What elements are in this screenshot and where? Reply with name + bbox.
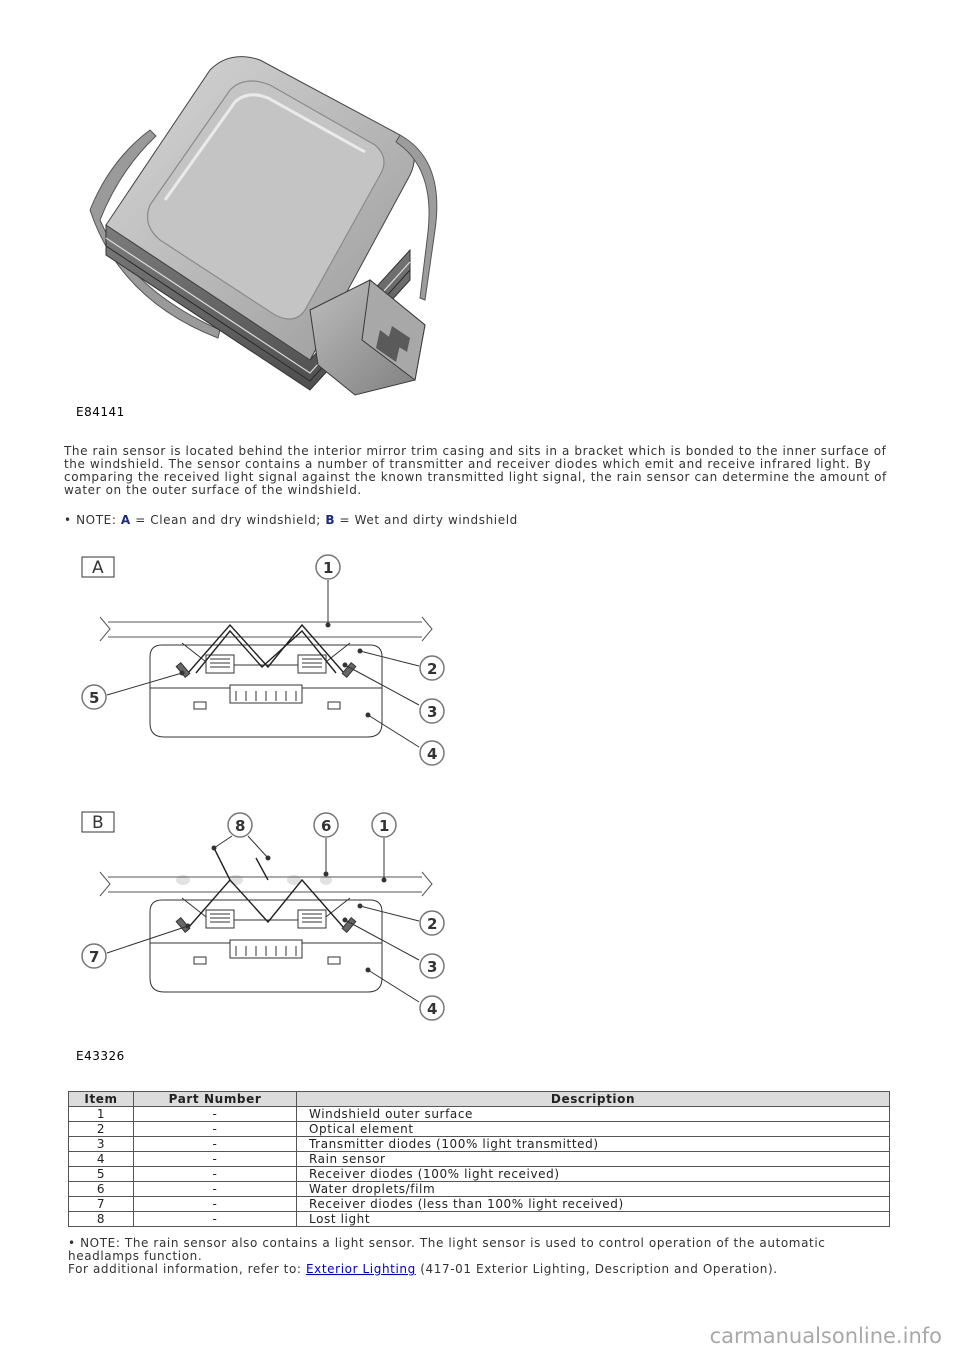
- key-b: B: [325, 513, 336, 527]
- panel-a: [82, 555, 444, 765]
- description-cell: Lost light: [297, 1212, 890, 1227]
- callout-b-3: 3: [427, 958, 438, 976]
- description-cell: Water droplets/film: [297, 1182, 890, 1197]
- note-a-b: [64, 514, 894, 527]
- header-part-number: Part Number: [134, 1092, 297, 1107]
- callout-a-5: 5: [89, 689, 100, 707]
- table-row: [69, 1107, 890, 1122]
- key-a: A: [120, 513, 131, 527]
- callout-a-3: 3: [427, 703, 438, 721]
- windshield-a: [108, 622, 422, 637]
- part-number-cell: -: [134, 1212, 297, 1227]
- description-paragraph: The rain sensor is located behind the interior mirror trim casing and sits in a bracket which is bonded to the inner surface of the windshield. The sensor contains a number of transmitter and receiver diodes which emit and receive infrared light. By comparing the received light signal against the known transmitted light signal, the rain sensor can determine the amount of water on the outer surface of the windshield.: [64, 444, 887, 497]
- note-prefix: • NOTE:: [64, 513, 121, 527]
- part-number-cell: -: [134, 1137, 297, 1152]
- table-row: [69, 1182, 890, 1197]
- parts-table: [68, 1091, 890, 1227]
- callout-b-7: 7: [89, 948, 100, 966]
- table-header-row: [69, 1092, 890, 1107]
- part-number-cell: -: [134, 1152, 297, 1167]
- item-cell: 7: [69, 1197, 134, 1212]
- callout-b-6: 6: [321, 817, 332, 835]
- figure-id: E43326: [76, 1049, 125, 1063]
- callout-b-8: 8: [235, 817, 246, 835]
- description-cell: Transmitter diodes (100% light transmitted): [297, 1137, 890, 1152]
- exterior-lighting-link[interactable]: Exterior Lighting: [305, 1262, 416, 1276]
- callout-b-4: 4: [427, 1000, 438, 1018]
- watermark: carmanualsonline.info: [709, 1324, 942, 1348]
- callout-a-4: 4: [427, 745, 438, 763]
- panel-b-label: B: [92, 813, 104, 833]
- description-cell: Windshield outer surface: [297, 1107, 890, 1122]
- table-row: [69, 1167, 890, 1182]
- header-item: Item: [69, 1092, 134, 1107]
- part-number-cell: -: [134, 1197, 297, 1212]
- item-cell: 2: [69, 1122, 134, 1137]
- description-cell: Receiver diodes (less than 100% light received): [297, 1197, 890, 1212]
- item-cell: 5: [69, 1167, 134, 1182]
- part-number-cell: -: [134, 1167, 297, 1182]
- table-row: [69, 1212, 890, 1227]
- description-cell: Optical element: [297, 1122, 890, 1137]
- table-row: [69, 1197, 890, 1212]
- item-cell: 8: [69, 1212, 134, 1227]
- part-number-cell: -: [134, 1122, 297, 1137]
- item-cell: 1: [69, 1107, 134, 1122]
- item-cell: 6: [69, 1182, 134, 1197]
- reference-line: [68, 1263, 888, 1276]
- part-number-cell: -: [134, 1107, 297, 1122]
- panel-a-label: A: [92, 558, 104, 578]
- callout-a-2: 2: [427, 660, 438, 678]
- note-a-text: = Clean and dry windshield;: [130, 513, 326, 527]
- table-row: [69, 1152, 890, 1167]
- reference-prefix: For additional information, refer to:: [68, 1262, 306, 1276]
- windshield-b: [108, 877, 422, 892]
- description-cell: Receiver diodes (100% light received): [297, 1167, 890, 1182]
- reference-suffix: (417-01 Exterior Lighting, Description and Operation).: [415, 1262, 778, 1276]
- callout-b-1: 1: [379, 817, 390, 835]
- rain-sensor-illustration: [70, 40, 450, 400]
- note-text: • NOTE: The rain sensor also contains a light sensor. The light sensor is used to control operation of the automatic headlamps function.: [68, 1236, 826, 1263]
- header-description: Description: [297, 1092, 890, 1107]
- panel-b: [82, 812, 444, 1020]
- callout-a-1: 1: [323, 559, 334, 577]
- table-row: [69, 1137, 890, 1152]
- figure-id: E84141: [76, 405, 125, 419]
- callout-b-2: 2: [427, 915, 438, 933]
- description-cell: Rain sensor: [297, 1152, 890, 1167]
- item-cell: 4: [69, 1152, 134, 1167]
- rain-sensor-diagram: [70, 545, 470, 1045]
- part-number-cell: -: [134, 1182, 297, 1197]
- item-cell: 3: [69, 1137, 134, 1152]
- note-b-text: = Wet and dirty windshield: [335, 513, 518, 527]
- light-sensor-note: [68, 1237, 888, 1276]
- table-row: [69, 1122, 890, 1137]
